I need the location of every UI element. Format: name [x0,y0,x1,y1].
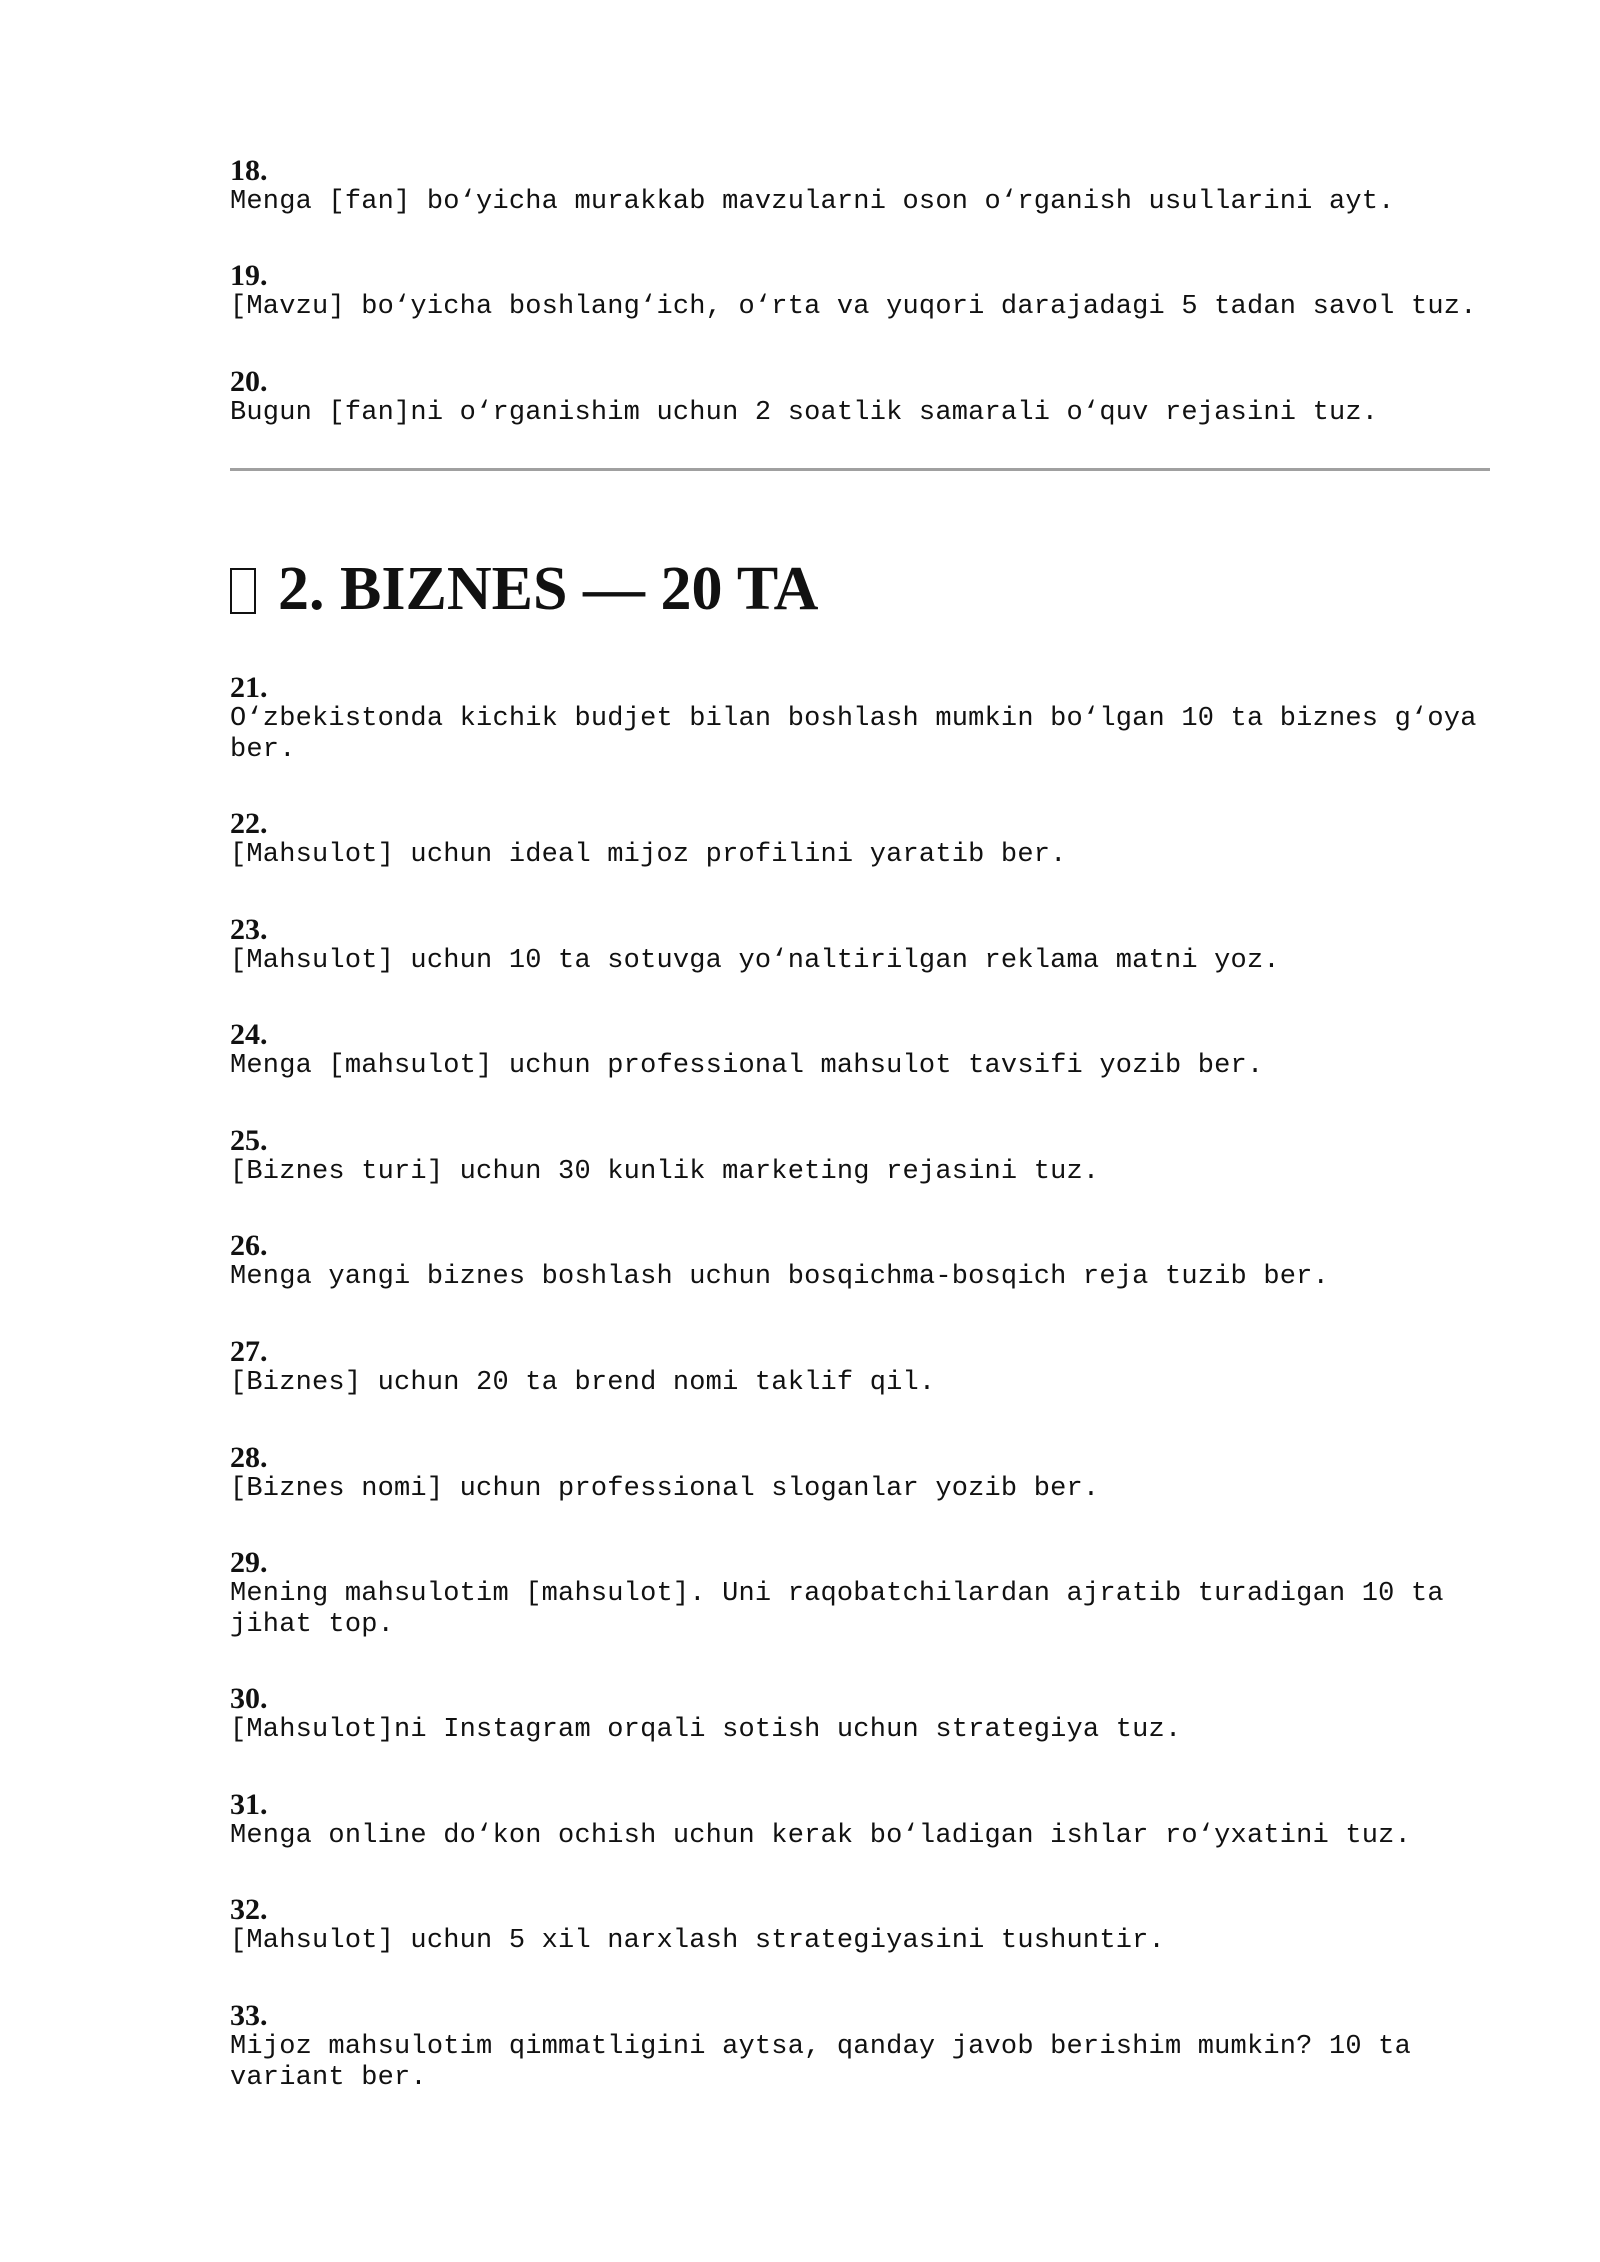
list-item [230,1547,1444,1641]
list-item [230,1230,1329,1293]
item-text: [Mahsulot] uchun 10 ta sotuvga yo‘naltirilgan reklama matni yoz. [230,946,1280,976]
item-text: [Mahsulot] uchun ideal mijoz profilini yaratib ber. [230,840,1067,870]
item-text: Menga online do‘kon ochish uchun kerak bo‘ladigan ishlar ro‘yxatini tuz. [230,1821,1411,1851]
item-text: Mijoz mahsulotim qimmatligini aytsa, qanday javob berishim mumkin? 10 ta variant ber. [230,2032,1411,2093]
item-number: 26. [230,1229,268,1262]
missing-glyph-icon [230,568,256,614]
item-number: 32. [230,1893,268,1926]
item-number: 28. [230,1441,268,1474]
item-text: Bugun [fan]ni o‘rganishim uchun 2 soatlik samarali o‘quv rejasini tuz. [230,398,1379,428]
list-item [230,914,1280,977]
item-number: 19. [230,259,268,292]
list-item [230,155,1395,218]
list-item [230,2000,1411,2094]
item-text: [Biznes nomi] uchun professional sloganlar yozib ber. [230,1474,1100,1504]
item-text: O‘zbekistonda kichik budjet bilan boshlash mumkin bo‘lgan 10 ta biznes g‘oya ber. [230,704,1477,765]
item-text: Menga [mahsulot] uchun professional mahsulot tavsifi yozib ber. [230,1051,1264,1081]
item-text: [Mahsulot] uchun 5 xil narxlash strategiyasini tushuntir. [230,1926,1165,1956]
item-number: 21. [230,671,268,704]
item-text: [Biznes] uchun 20 ta brend nomi taklif qil. [230,1368,936,1398]
list-item [230,1442,1099,1505]
section-title: 2. BIZNES — 20 TA [278,555,819,623]
list-item [230,1125,1099,1188]
item-number: 30. [230,1682,268,1715]
item-number: 25. [230,1124,268,1157]
list-item [230,1019,1263,1082]
item-number: 27. [230,1335,268,1368]
list-item [230,366,1378,429]
list-item [230,1789,1411,1852]
item-number: 18. [230,154,268,187]
section-divider [230,468,1490,471]
list-item [230,1894,1165,1957]
list-item [230,260,1477,323]
item-number: 31. [230,1788,268,1821]
item-number: 33. [230,1999,268,2032]
list-item [230,1336,935,1399]
item-number: 29. [230,1546,268,1579]
item-number: 22. [230,807,268,840]
item-text: Mening mahsulotim [mahsulot]. Uni raqobatchilardan ajratib turadigan 10 ta jihat top. [230,1579,1444,1640]
list-item [230,672,1477,766]
item-number: 20. [230,365,268,398]
item-text: [Biznes turi] uchun 30 kunlik marketing rejasini tuz. [230,1157,1100,1187]
item-number: 24. [230,1018,268,1051]
item-text: [Mahsulot]ni Instagram orqali sotish uchun strategiya tuz. [230,1715,1182,1745]
list-item [230,1683,1181,1746]
item-number: 23. [230,913,268,946]
item-text: Menga yangi biznes boshlash uchun bosqichma-bosqich reja tuzib ber. [230,1262,1329,1292]
item-text: [Mavzu] bo‘yicha boshlang‘ich, o‘rta va yuqori darajadagi 5 tadan savol tuz. [230,292,1477,322]
item-text: Menga [fan] bo‘yicha murakkab mavzularni oson o‘rganish usullarini ayt. [230,187,1395,217]
section-heading [230,553,818,625]
list-item [230,808,1067,871]
